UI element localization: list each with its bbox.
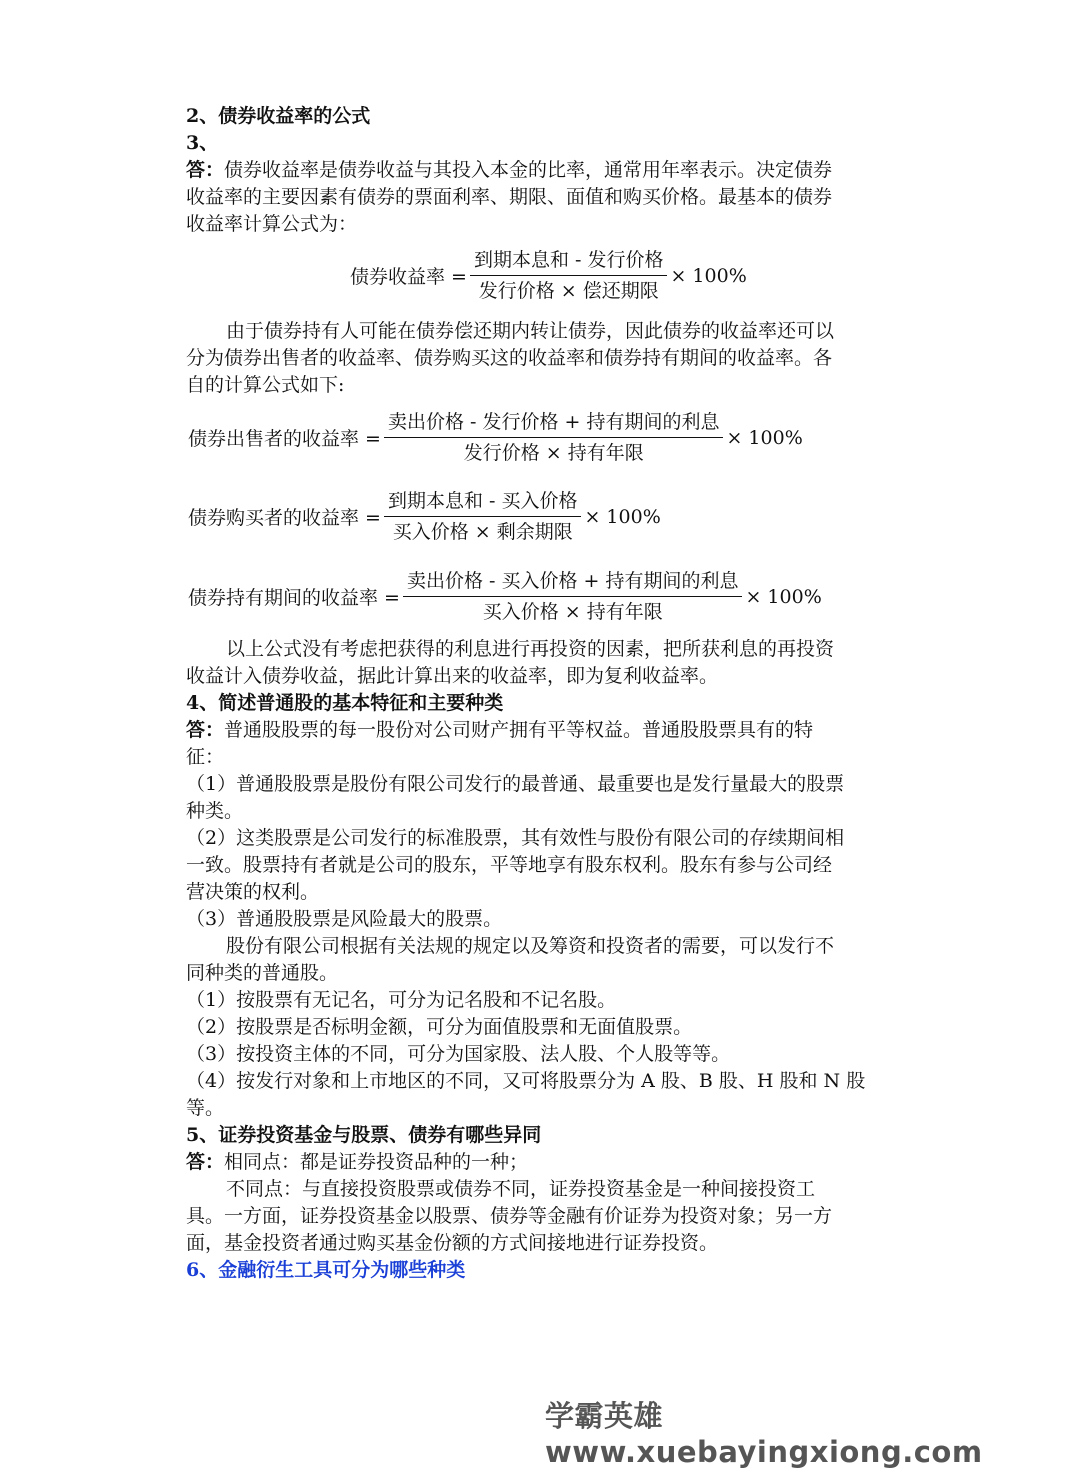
formula-fraction	[384, 409, 724, 466]
paragraph-line: 收益计入债券收益，据此计算出来的收益率，即为复利收益率。	[186, 665, 719, 687]
list-item: （4）按发行对象和上市地区的不同，又可将股票分为 A 股、B 股、H 股和 N 股	[186, 1070, 866, 1092]
formula-lhs: 债券持有期间的收益率 =	[188, 587, 400, 609]
answer-paragraph-line: 收益率的主要因素有债券的票面利率、期限、面值和购买价格。最基本的债券	[186, 186, 833, 208]
list-item: （2）按股票是否标明金额，可分为面值股票和无面值股票。	[186, 1016, 693, 1038]
formula-denominator: 发行价格 × 偿还期限	[478, 280, 659, 302]
list-item-continuation: 营决策的权利。	[186, 881, 320, 903]
list-item: （1）普通股股票是股份有限公司发行的最普通、最重要也是发行量最大的股票	[186, 773, 845, 795]
formula-denominator: 买入价格 × 持有年限	[482, 601, 663, 623]
formula-numerator: 卖出价格 - 发行价格 + 持有期间的利息	[384, 409, 724, 438]
formula-lhs: 债券购买者的收益率 =	[188, 507, 381, 529]
formula-numerator: 卖出价格 - 买入价格 + 持有期间的利息	[403, 568, 743, 597]
paragraph-line: 分为债券出售者的收益率、债券购买这的收益率和债券持有期间的收益率。各	[186, 347, 833, 369]
formula-multiplier: × 100%	[670, 264, 747, 287]
section-heading-3: 3、	[186, 132, 219, 154]
answer-paragraph-line	[186, 717, 886, 743]
formula-fraction	[470, 247, 668, 304]
answer-paragraph-line	[186, 1149, 886, 1175]
formula-multiplier: × 100%	[726, 426, 803, 449]
paragraph-line: 同种类的普通股。	[186, 962, 339, 984]
answer-text: 相同点：都是证券投资品种的一种；	[224, 1151, 529, 1173]
paragraph-line: 具。一方面，证券投资基金以股票、债券等金融有价证券为投资对象；另一方	[186, 1205, 833, 1227]
paragraph-line: 以上公式没有考虑把获得的利息进行再投资的因素，把所获利息的再投资	[226, 638, 835, 660]
formula-numerator: 到期本息和 - 买入价格	[384, 488, 582, 517]
list-item: （1）按股票有无记名，可分为记名股和不记名股。	[186, 989, 617, 1011]
section-heading-6: 6、金融衍生工具可分为哪些种类	[186, 1259, 466, 1281]
list-item: （2）这类股票是公司发行的标准股票，其有效性与股份有限公司的存续期间相	[186, 827, 845, 849]
list-item-continuation: 等。	[186, 1097, 225, 1119]
paragraph-line: 股份有限公司根据有关法规的规定以及筹资和投资者的需要，可以发行不	[226, 935, 835, 957]
answer-paragraph-line	[186, 157, 886, 183]
formula-denominator: 发行价格 × 持有年限	[463, 442, 644, 464]
list-item: （3）普通股股票是风险最大的股票。	[186, 908, 503, 930]
list-item-continuation: 一致。股票持有者就是公司的股东，平等地享有股东权利。股东有参与公司经	[186, 854, 833, 876]
answer-label: 答：	[186, 159, 225, 181]
formula-multiplier: × 100%	[584, 505, 661, 528]
formula-multiplier: × 100%	[745, 585, 822, 608]
formula-lhs: 债券收益率 =	[350, 266, 467, 288]
answer-label: 答：	[186, 719, 225, 741]
paragraph-line: 征：	[186, 746, 225, 768]
formula-denominator: 买入价格 × 剩余期限	[392, 521, 573, 543]
formula-seller-yield	[188, 409, 803, 466]
answer-text: 普通股股票的每一股份对公司财产拥有平等权益。普通股股票具有的特	[224, 719, 814, 741]
formula-fraction	[403, 568, 743, 625]
paragraph-line: 面，基金投资者通过购买基金份额的方式间接地进行证券投资。	[186, 1232, 719, 1254]
paragraph-line: 由于债券持有人可能在债券偿还期内转让债券，因此债券的收益率还可以	[226, 320, 835, 342]
formula-bond-yield	[350, 247, 747, 304]
answer-label: 答：	[186, 1151, 225, 1173]
paragraph-line: 不同点：与直接投资股票或债券不同，证券投资基金是一种间接投资工	[226, 1178, 816, 1200]
list-item-continuation: 种类。	[186, 800, 244, 822]
paragraph-line: 自的计算公式如下:	[186, 374, 345, 396]
formula-fraction	[384, 488, 582, 545]
site-watermark: 学霸英雄 www.xuebayingxiong.com	[545, 1399, 983, 1469]
section-heading-4: 4、简述普通股的基本特征和主要种类	[186, 692, 504, 714]
section-heading-5: 5、证券投资基金与股票、债券有哪些异同	[186, 1124, 542, 1146]
formula-holding-yield	[188, 568, 822, 625]
answer-text: 债券收益率是债券收益与其投入本金的比率，通常用年率表示。决定债券	[224, 159, 833, 181]
list-item: （3）按投资主体的不同，可分为国家股、法人股、个人股等等。	[186, 1043, 731, 1065]
formula-lhs: 债券出售者的收益率 =	[188, 428, 381, 450]
section-heading-2: 2、债券收益率的公式	[186, 105, 371, 127]
answer-paragraph-line: 收益率计算公式为：	[186, 213, 358, 235]
formula-numerator: 到期本息和 - 发行价格	[470, 247, 668, 276]
formula-buyer-yield	[188, 488, 661, 545]
